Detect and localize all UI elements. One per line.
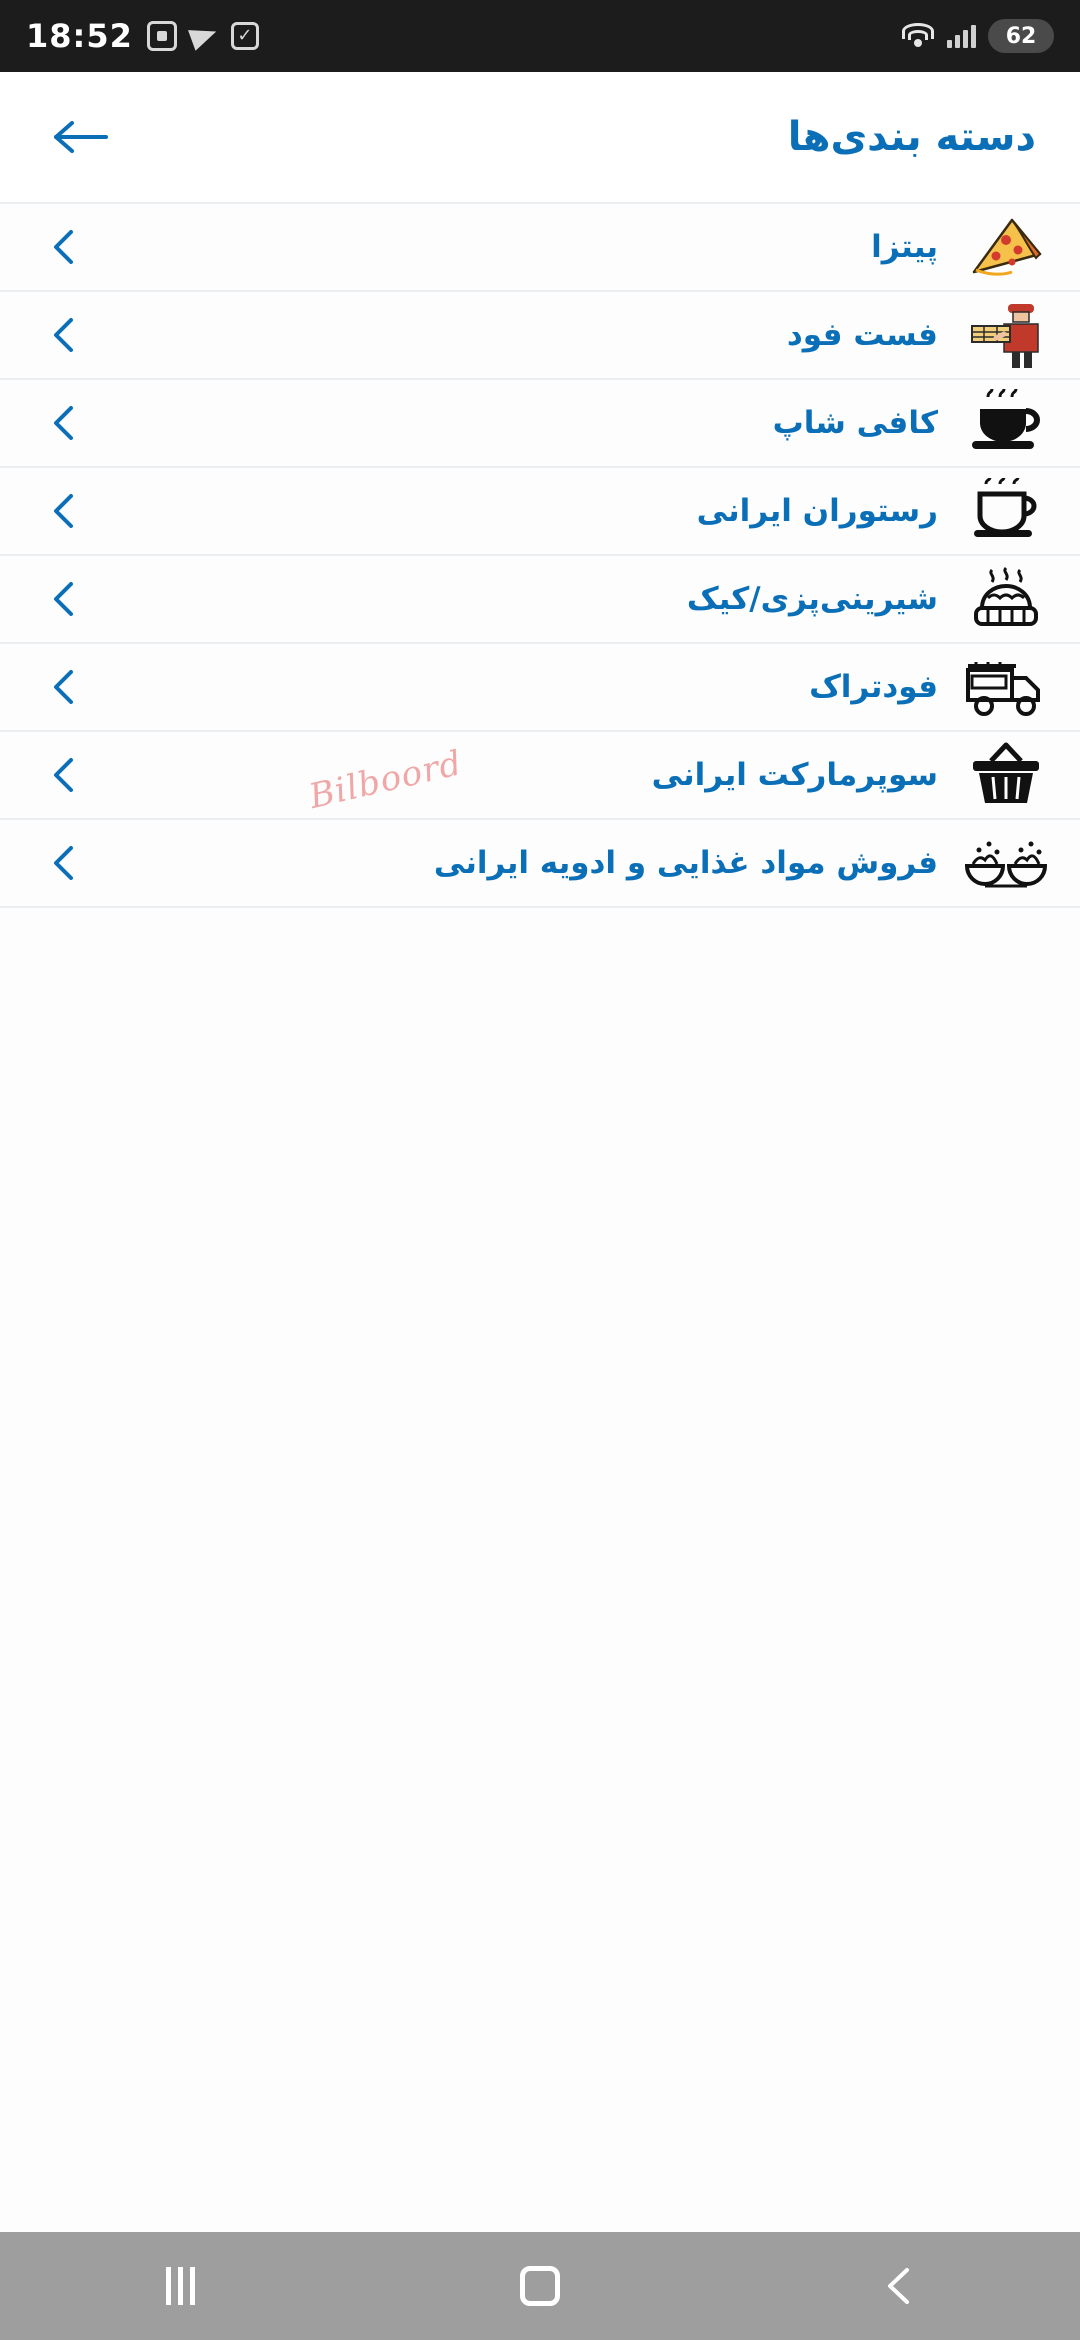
mug-icon — [960, 475, 1052, 547]
status-bar-left — [26, 17, 259, 55]
fastfood-vendor-icon — [960, 299, 1052, 371]
status-bar — [0, 0, 1080, 72]
list-item-label: شیرینی‌پزی/کیک — [686, 581, 938, 617]
food-truck-icon — [960, 651, 1052, 723]
list-item[interactable] — [0, 820, 1080, 908]
list-item[interactable] — [0, 292, 1080, 380]
status-bar-right — [901, 19, 1054, 53]
list-item-label: فودتراک — [809, 669, 938, 705]
battery-icon — [988, 19, 1054, 53]
battery-level: 62 — [1005, 23, 1037, 49]
list-item-label: سوپرمارکت ایرانی — [651, 757, 938, 793]
signal-icon — [947, 24, 976, 48]
page-title: دسته بندی‌ها — [787, 114, 1036, 160]
chevron-left-icon[interactable] — [44, 667, 84, 707]
recents-icon — [166, 2267, 195, 2305]
list-item[interactable] — [0, 204, 1080, 292]
home-icon — [520, 2266, 560, 2306]
list-item[interactable] — [0, 380, 1080, 468]
arrow-left-icon — [50, 117, 110, 157]
chevron-left-icon[interactable] — [44, 227, 84, 267]
chevron-left-icon[interactable] — [44, 755, 84, 795]
app-bar — [0, 72, 1080, 204]
recents-button[interactable] — [120, 2232, 240, 2340]
list-item-label: کافی شاپ — [772, 405, 938, 441]
basket-icon — [960, 739, 1052, 811]
spice-bowls-icon — [960, 827, 1052, 899]
pie-icon — [960, 563, 1052, 635]
status-clock: 18:52 — [26, 17, 133, 55]
back-chevron-icon — [883, 2264, 917, 2308]
wifi-icon — [901, 23, 935, 49]
list-item-label: پیتزا — [871, 229, 938, 265]
telegram-icon — [188, 21, 220, 51]
list-item-label: رستوران ایرانی — [696, 493, 938, 529]
list-item-label: فست فود — [786, 317, 938, 353]
back-button[interactable] — [44, 101, 116, 173]
home-button[interactable] — [480, 2232, 600, 2340]
coffee-cup-icon — [960, 387, 1052, 459]
list-item[interactable] — [0, 556, 1080, 644]
chevron-left-icon[interactable] — [44, 579, 84, 619]
checkbox-icon: ✓ — [231, 22, 259, 50]
screenshot-icon — [147, 21, 177, 51]
chevron-left-icon[interactable] — [44, 843, 84, 883]
chevron-left-icon[interactable] — [44, 403, 84, 443]
chevron-left-icon[interactable] — [44, 315, 84, 355]
empty-content-area — [0, 908, 1080, 2232]
list-item[interactable] — [0, 732, 1080, 820]
chevron-left-icon[interactable] — [44, 491, 84, 531]
list-item[interactable] — [0, 644, 1080, 732]
category-list — [0, 204, 1080, 908]
system-back-button[interactable] — [840, 2232, 960, 2340]
watermark-label: Bilboord — [305, 743, 466, 817]
list-item[interactable] — [0, 468, 1080, 556]
pizza-icon — [960, 211, 1052, 283]
list-item-label: فروش مواد غذایی و ادویه ایرانی — [433, 845, 938, 881]
system-navigation-bar — [0, 2232, 1080, 2340]
